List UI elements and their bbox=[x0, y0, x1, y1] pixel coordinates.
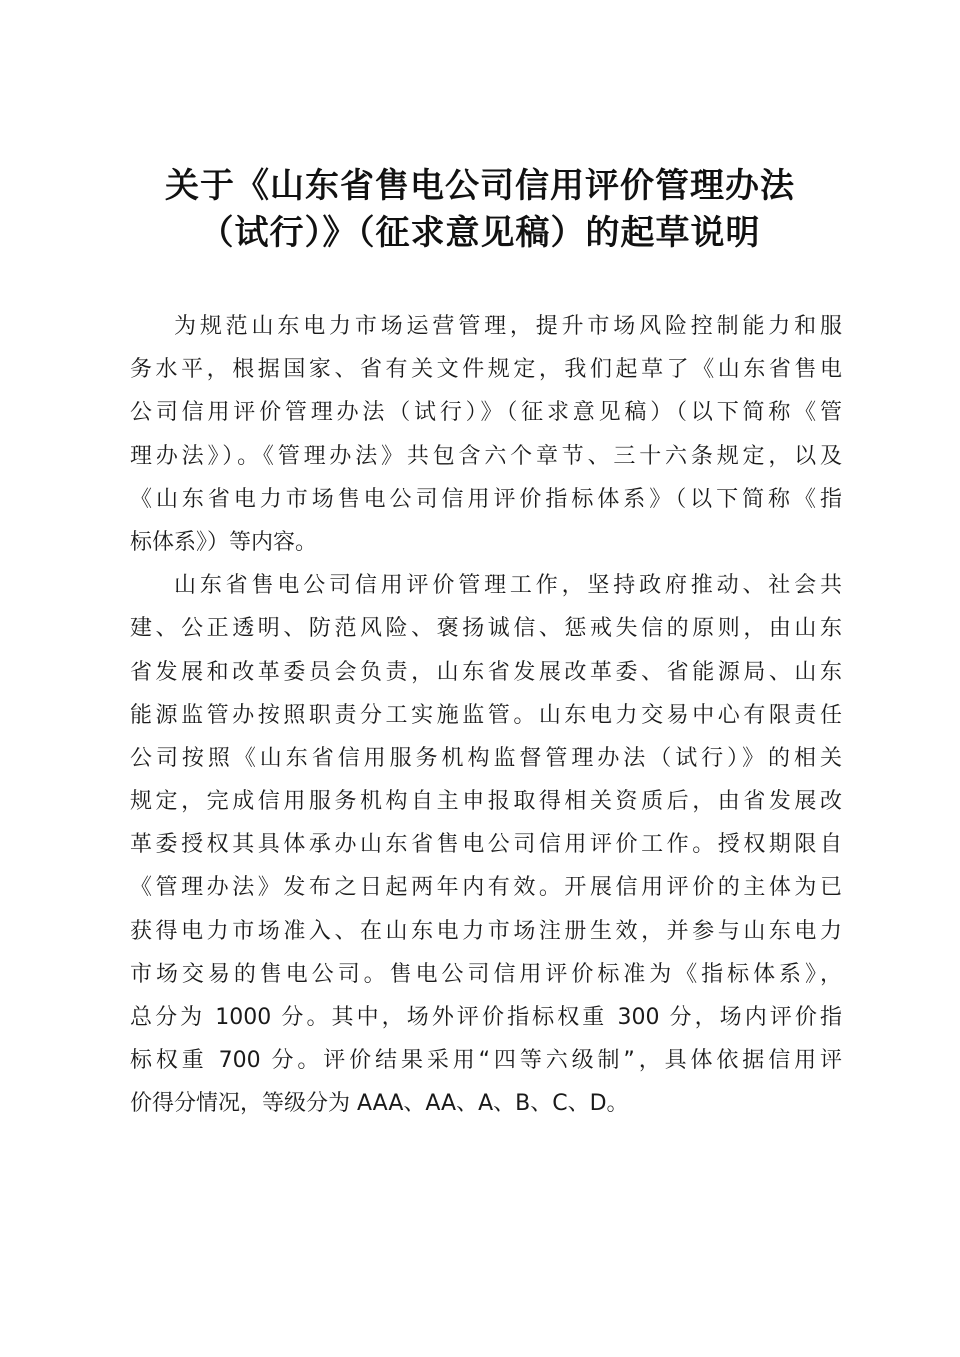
title-line-2: （试行）》（征求意见稿）的起草说明 bbox=[199, 213, 761, 253]
paragraph-line: 市场交易的售电公司。售电公司信用评价标准为《指标体系》， bbox=[130, 961, 842, 987]
paragraph-line: 公司信用评价管理办法（试行）》（征求意见稿）（以下简称《管 bbox=[130, 400, 842, 426]
paragraph-line: 理办法》）。《管理办法》共包含六个章节、三十六条规定，以及 bbox=[130, 443, 842, 469]
paragraph-line: 建、公正透明、防范风险、褒扬诚信、惩戒失信的原则，由山东 bbox=[130, 616, 842, 642]
paragraph-line: 能源监管办按照职责分工实施监管。山东电力交易中心有限责任 bbox=[130, 702, 842, 728]
paragraph-line: 规定，完成信用服务机构自主申报取得相关资质后，由省发展改 bbox=[130, 789, 842, 815]
paragraph-1 bbox=[130, 305, 842, 564]
paragraph-line: 为规范山东电力市场运营管理，提升市场风险控制能力和服 bbox=[174, 314, 842, 339]
paragraph-line: 省发展和改革委员会负责，山东省发展改革委、省能源局、山东 bbox=[130, 659, 842, 685]
paragraph-line: 标权重 700 分。评价结果采用“四等六级制”，具体依据信用评 bbox=[130, 1048, 842, 1074]
paragraph-line: 获得电力市场准入、在山东电力市场注册生效，并参与山东电力 bbox=[130, 918, 842, 944]
paragraph-line: 公司按照《山东省信用服务机构监督管理办法（试行）》的相关 bbox=[130, 745, 842, 771]
paragraph-line: 《管理办法》发布之日起两年内有效。开展信用评价的主体为已 bbox=[130, 875, 842, 901]
paragraph-line: 《山东省电力市场售电公司信用评价指标体系》（以下简称《指 bbox=[130, 486, 842, 512]
paragraph-line: 务水平，根据国家、省有关文件规定，我们起草了《山东省售电 bbox=[130, 357, 842, 383]
document-body bbox=[130, 305, 842, 1126]
paragraph-line: 总分为 1000 分。其中，场外评价指标权重 300 分，场内评价指 bbox=[130, 1005, 842, 1030]
document-title bbox=[110, 163, 850, 257]
paragraph-line: 山东省售电公司信用评价管理工作，坚持政府推动、社会共 bbox=[174, 573, 842, 599]
paragraph-2 bbox=[130, 564, 842, 1125]
title-line-1: 关于《山东省售电公司信用评价管理办法 bbox=[165, 166, 795, 206]
paragraph-line: 价得分情况，等级分为 AAA、AA、A、B、C、D。 bbox=[130, 1091, 629, 1117]
paragraph-line: 标体系》）等内容。 bbox=[130, 529, 318, 555]
paragraph-line: 革委授权其具体承办山东省售电公司信用评价工作。授权期限自 bbox=[130, 832, 842, 858]
